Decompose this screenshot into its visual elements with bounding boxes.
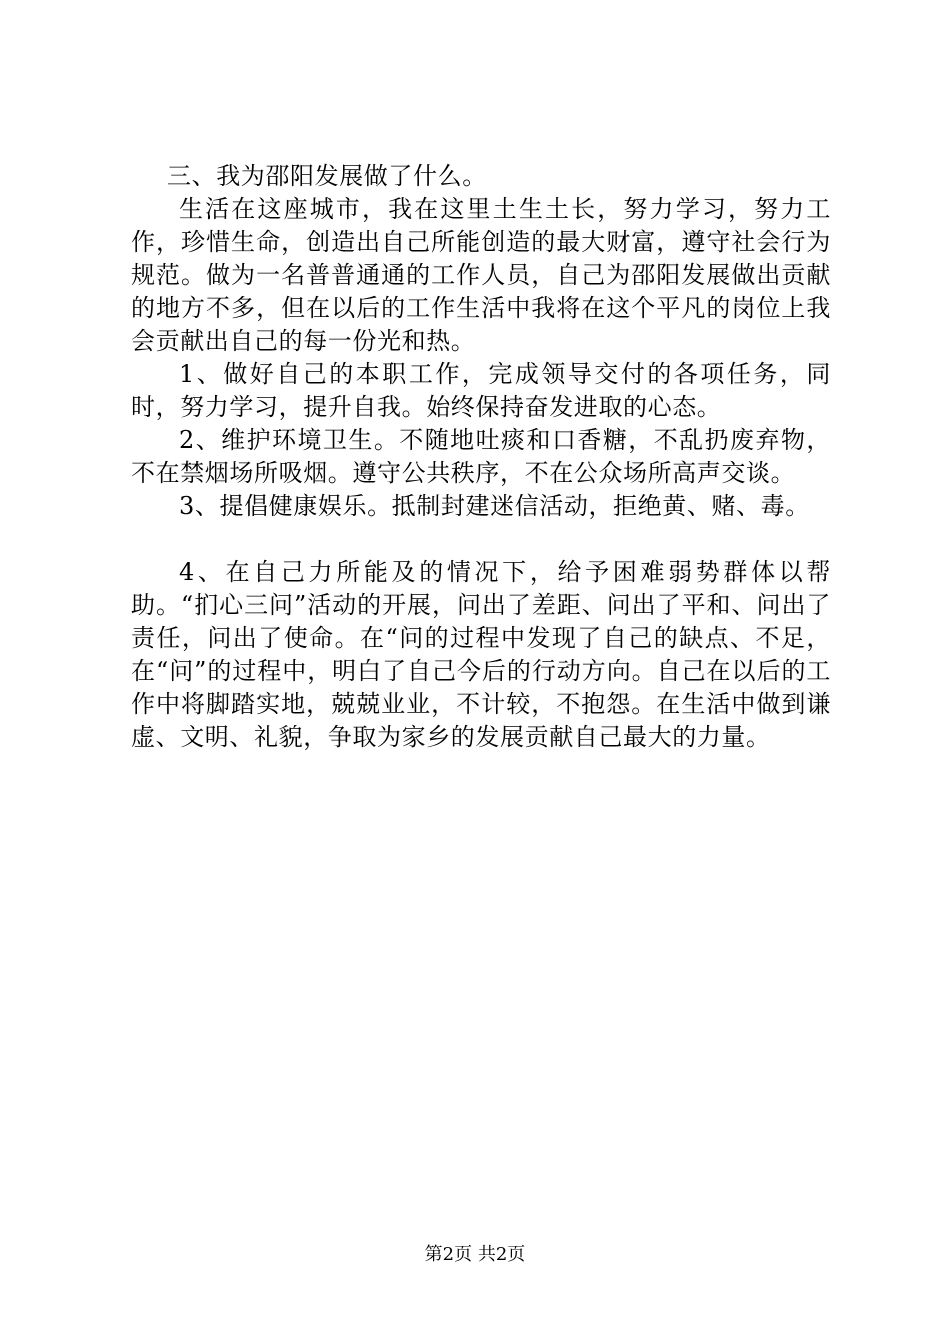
page-footer: 第2页 共2页: [424, 1244, 526, 1265]
document-body: [131, 160, 831, 754]
list-item-1: 1、做好自己的本职工作，完成领导交付的各项任务，同时，努力学习，提升自我。始终保持奋发进取的心态。: [131, 360, 831, 421]
body-paragraph: 生活在这座城市，我在这里土生土长，努力学习，努力工作，珍惜生命，创造出自己所能创造的最大财富，遵守社会行为规范。做为一名普普通通的工作人员，自己为邵阳发展做出贡献的地方不多，但在以后的工作生活中我将在这个平凡的岗位上我会贡献出自己的每一份光和热。: [131, 195, 831, 355]
section-heading: 三、我为邵阳发展做了什么。: [167, 162, 487, 190]
list-item-3: 3、提倡健康娱乐。抵制封建迷信活动，拒绝黄、赌、毒。: [179, 492, 810, 520]
list-item-4: 4、在自己力所能及的情况下，给予困难弱势群体以帮助。“扪心三问”活动的开展，问出了差距、问出了平和、问出了责任，问出了使命。在“问的过程中发现了自己的缺点、不足，在“问”的过程中，明白了自己今后的行动方向。自己在以后的工作中将脚踏实地，兢兢业业，不计较，不抱怨。在生活中做到谦虚、文明、礼貌，争取为家乡的发展贡献自己最大的力量。: [131, 558, 831, 751]
paragraph-spacer: [131, 523, 831, 556]
list-item-2: 2、维护环境卫生。不随地吐痰和口香糖，不乱扔废弃物，不在禁烟场所吸烟。遵守公共秩序，不在公众场所高声交谈。: [131, 426, 831, 487]
